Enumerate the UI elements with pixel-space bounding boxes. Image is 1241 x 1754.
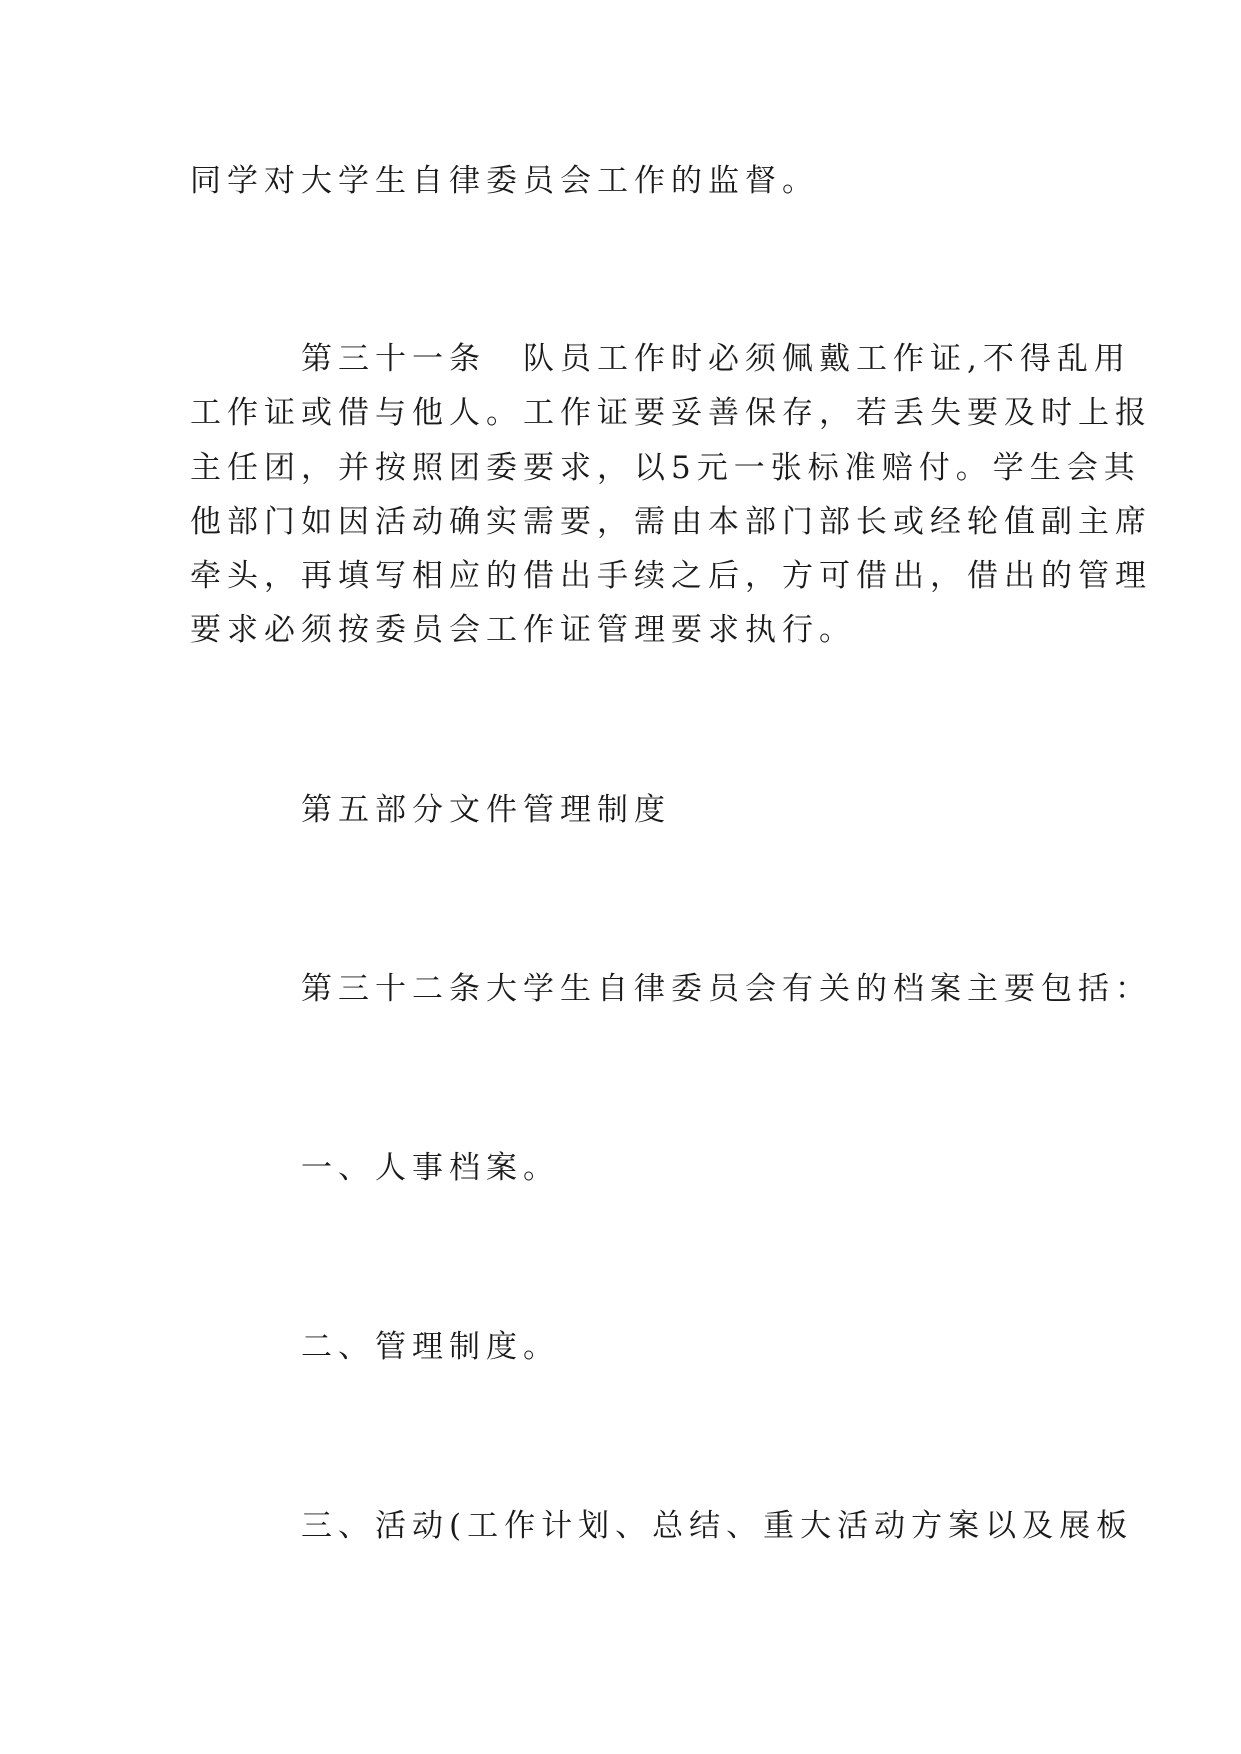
archive-item-1: 一、人事档案。: [301, 1150, 560, 1186]
article-31-first-line: 第三十一条 队员工作时必须佩戴工作证,不得乱用: [301, 341, 1131, 377]
article-31-line: 主任团，并按照团委要求，以5元一张标准赔付。学生会其: [190, 450, 1141, 486]
article-31-line: 他部门如因活动确实需要，需由本部门部长或经轮值副主席: [190, 504, 1152, 540]
archive-item-3: 三、活动(工作计划、总结、重大活动方案以及展板: [301, 1508, 1134, 1544]
article-31-line: 要求必须按委员会工作证管理要求执行。: [190, 612, 856, 648]
article-31-line: 牵头，再填写相应的借出手续之后，方可借出，借出的管理: [190, 558, 1152, 594]
section-five-heading: 第五部分文件管理制度: [301, 792, 671, 828]
archive-item-2: 二、管理制度。: [301, 1329, 560, 1365]
paragraph-continuation-line: 同学对大学生自律委员会工作的监督。: [190, 163, 819, 199]
article-32-line: 第三十二条大学生自律委员会有关的档案主要包括：: [301, 971, 1152, 1007]
article-31-line: 工作证或借与他人。工作证要妥善保存，若丢失要及时上报: [190, 395, 1152, 431]
